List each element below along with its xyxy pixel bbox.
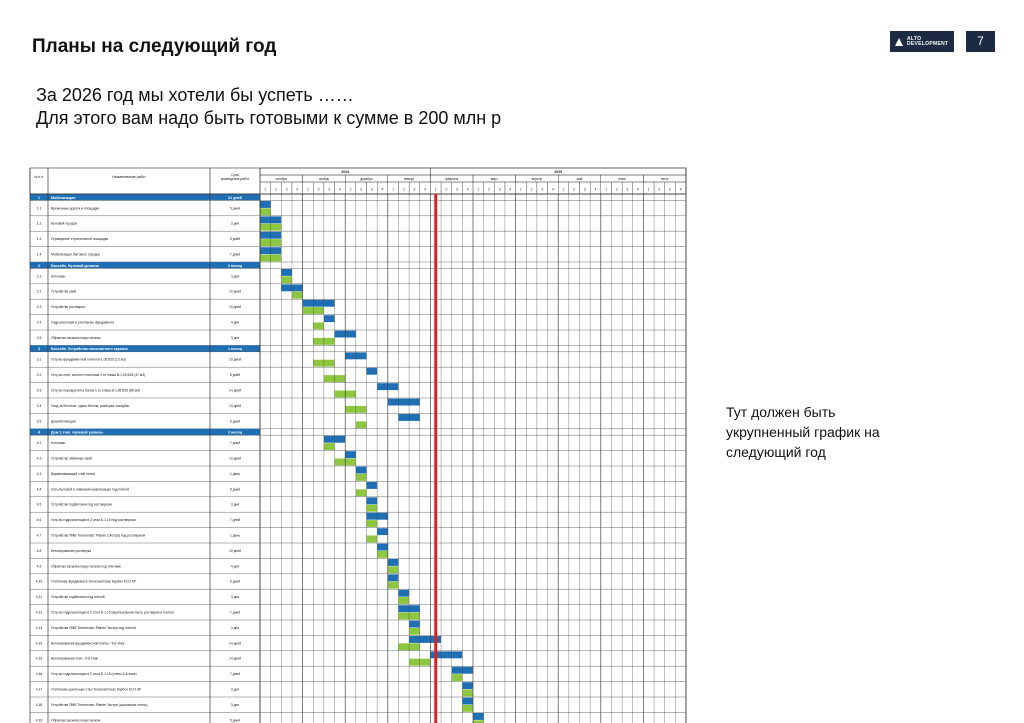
company-logo bbox=[890, 31, 954, 52]
task-duration: 5 дней bbox=[229, 237, 241, 242]
section-duration: 2 месяц bbox=[228, 430, 242, 435]
gantt-header-box bbox=[30, 168, 686, 194]
task-name: Устр-во фундаментной плиты В-1,05 В25 (13 м3) bbox=[51, 357, 126, 362]
header-week-label: 3 bbox=[669, 187, 671, 192]
task-duration: 1 день bbox=[229, 533, 241, 538]
task-name: Сеть бытовой и ливневой канализации под плитой bbox=[51, 487, 130, 492]
task-name: Утепление фундамента Техноэкоплекс Карбон ECO SP bbox=[51, 579, 137, 584]
task-num: 3.1 bbox=[36, 357, 42, 362]
task-duration: 3 дня bbox=[230, 702, 240, 707]
header-week-label: 4 bbox=[594, 187, 597, 192]
header-week-label: 4 bbox=[637, 187, 639, 192]
header-week-label: 2 bbox=[530, 187, 533, 192]
task-duration: 3 дня bbox=[230, 221, 240, 226]
header-month-label: февраль bbox=[445, 177, 459, 181]
fact-bar bbox=[452, 674, 463, 681]
plan-bar bbox=[324, 315, 335, 322]
fact-bar bbox=[388, 582, 399, 589]
task-duration: 7 дней bbox=[229, 441, 241, 446]
task-name: Временные дороги и площадки bbox=[51, 206, 100, 211]
task-duration: 14 дней bbox=[228, 641, 242, 646]
plan-bar bbox=[377, 528, 388, 535]
task-name: Бетонирование стен - 5-й этаж bbox=[51, 656, 98, 661]
header-name-label: Наименование работ bbox=[112, 175, 146, 179]
task-name: Бытовой городок bbox=[51, 221, 77, 226]
header-week-label: 1 bbox=[349, 187, 352, 192]
gantt-chart bbox=[30, 168, 686, 723]
task-name: Обратная засыпка пазух песком bbox=[51, 335, 101, 340]
section-num: 1 bbox=[38, 195, 40, 200]
task-name: Бетонирование ростверка bbox=[51, 548, 92, 553]
task-duration: 10 дней bbox=[228, 289, 242, 294]
task-duration: 7 дней bbox=[229, 252, 241, 257]
task-name: Устр-во гидроизоляции в 2 слоя Б-1,15 под ростверком bbox=[51, 518, 136, 523]
header-week-label: 2 bbox=[445, 187, 448, 192]
task-num: 4.9 bbox=[36, 564, 42, 569]
task-num: 1.1 bbox=[36, 206, 42, 211]
section-duration: 21 дней bbox=[228, 195, 242, 200]
task-name: Выравнивающий слой песка bbox=[51, 471, 95, 476]
task-duration: 7 дней bbox=[229, 610, 241, 615]
task-num: 4.3 bbox=[36, 471, 42, 476]
plan-bar bbox=[462, 682, 473, 689]
task-num: 4.15 bbox=[35, 656, 43, 661]
section-num: 2 bbox=[38, 263, 40, 268]
task-name: Устр-во перекрытия и балок 1-го этажа В-1,05 В25 (86 м3) bbox=[51, 388, 140, 393]
task-duration: 3 дня bbox=[230, 335, 240, 340]
plan-bar bbox=[303, 300, 335, 307]
task-num: 2.4 bbox=[36, 320, 42, 325]
header-duration-label: проведения работ bbox=[220, 177, 250, 181]
plan-bar bbox=[356, 467, 367, 474]
task-num: 4.8 bbox=[36, 548, 42, 553]
header-week-label: 4 bbox=[509, 187, 512, 192]
header-week-label: 2 bbox=[488, 187, 490, 192]
header-week-label: 3 bbox=[583, 187, 586, 192]
task-num: 4.7 bbox=[36, 533, 42, 538]
header-week-label: 1 bbox=[264, 187, 267, 192]
fact-bar bbox=[409, 628, 420, 635]
header-month-label: май bbox=[576, 177, 583, 181]
task-name: Обратная засыпка пазух песком под плитами bbox=[51, 564, 121, 569]
task-duration: 10 дней bbox=[228, 548, 242, 553]
plan-bar bbox=[388, 574, 399, 581]
fact-bar bbox=[367, 505, 378, 512]
header-week-label: 1 bbox=[520, 187, 522, 192]
task-duration: 10 дней bbox=[228, 456, 242, 461]
logo-mark-icon bbox=[895, 38, 903, 46]
task-name: Устройство свай bbox=[51, 289, 77, 294]
task-duration: 4 дня bbox=[230, 564, 240, 569]
task-name: Утепление цокольных стен Техноэкоплекс Карбон ECO SP bbox=[51, 687, 142, 692]
header-week-label: 2 bbox=[402, 187, 405, 192]
section-num: 4 bbox=[38, 430, 40, 435]
header-week-label: 2 bbox=[360, 187, 363, 192]
task-num: 4.13 bbox=[35, 625, 43, 630]
header-week-label: 4 bbox=[466, 187, 469, 192]
header-month-label: январь bbox=[403, 177, 415, 181]
plan-bar bbox=[398, 590, 409, 597]
header-week-label: 4 bbox=[381, 187, 384, 192]
header-month-label: апрель bbox=[531, 177, 543, 181]
task-num: 4.2 bbox=[36, 456, 42, 461]
header-week-label: 3 bbox=[541, 187, 544, 192]
task-num: 3.2 bbox=[36, 373, 42, 378]
plan-bar bbox=[367, 368, 378, 375]
header-month-label: июнь bbox=[618, 177, 626, 181]
task-duration: 8 дней bbox=[229, 373, 241, 378]
task-duration: 4 дня bbox=[230, 320, 240, 325]
task-num: 3.5 bbox=[36, 419, 42, 424]
plan-bar bbox=[409, 621, 420, 628]
task-name: Устройство ростверка bbox=[51, 305, 85, 310]
task-num: 4.6 bbox=[36, 518, 42, 523]
task-name: Котлован bbox=[51, 274, 66, 279]
task-duration: 5 дней bbox=[229, 206, 241, 211]
fact-bar bbox=[462, 690, 473, 697]
task-num: 4.18 bbox=[35, 702, 43, 707]
fact-bar bbox=[324, 443, 335, 450]
task-name: Устройство забивных свай bbox=[51, 456, 92, 461]
fact-bar bbox=[356, 474, 367, 481]
header-duration-label: Срок bbox=[231, 173, 239, 177]
fact-bar bbox=[356, 489, 367, 496]
header-week-label: 2 bbox=[317, 187, 320, 192]
fact-bar bbox=[313, 323, 324, 330]
header-week-label: 1 bbox=[307, 187, 309, 192]
logo-text: ALTO DEVELOPMENT bbox=[907, 35, 949, 47]
task-duration: 3 дня bbox=[230, 687, 240, 692]
fact-bar bbox=[292, 292, 303, 299]
fact-bar bbox=[260, 208, 271, 215]
slide-title: Планы на следующий год bbox=[32, 36, 277, 57]
fact-bar bbox=[388, 566, 399, 573]
section-name: Дом 1 этап. Нулевой уровень bbox=[51, 430, 104, 435]
task-num: 2.3 bbox=[36, 305, 42, 310]
header-week-label: 2 bbox=[658, 187, 661, 192]
task-duration: 14 дней bbox=[228, 388, 242, 393]
header-week-label: 4 bbox=[296, 187, 299, 192]
task-name: Демобилизация bbox=[51, 419, 76, 424]
task-duration: 5 дней bbox=[229, 579, 241, 584]
task-duration: 3 дня bbox=[230, 625, 240, 630]
task-duration: 5 дней bbox=[229, 487, 241, 492]
header-year-label: 2024 bbox=[341, 170, 349, 174]
task-num: 4.11 bbox=[35, 595, 43, 600]
fact-bar bbox=[462, 705, 473, 712]
plan-bar bbox=[260, 201, 271, 208]
header-num-label: № п.п. bbox=[34, 175, 44, 179]
task-duration: 14 дней bbox=[228, 656, 242, 661]
task-duration: 3 дня bbox=[230, 274, 240, 279]
header-month-label: март bbox=[490, 177, 498, 181]
header-week-label: 1 bbox=[392, 187, 395, 192]
task-num: 2.5 bbox=[36, 335, 42, 340]
task-num: 4.16 bbox=[35, 672, 43, 677]
task-name: Устройство ПМВ Техноэласт Planter Экстра (цокольные стены) bbox=[51, 702, 148, 707]
header-week-label: 3 bbox=[498, 187, 501, 192]
goal-line-2: Для этого вам надо быть готовыми к сумме в 200 млн р bbox=[36, 108, 502, 128]
header-week-label: 3 bbox=[370, 187, 373, 192]
task-duration: 10 дней bbox=[228, 305, 242, 310]
header-week-label: 1 bbox=[434, 187, 437, 192]
header-week-label: 2 bbox=[275, 187, 277, 192]
task-name: Устр-во гидроизоляции в 2 слоя Б-1,15 (стены 5-й этаж) bbox=[51, 672, 137, 677]
task-num: 4.5 bbox=[36, 502, 42, 507]
task-num: 4.12 bbox=[35, 610, 43, 615]
task-num: 4.17 bbox=[35, 687, 43, 692]
task-num: 3.4 bbox=[36, 403, 42, 408]
header-week-label: 3 bbox=[626, 187, 629, 192]
header-month-label: декабрь bbox=[360, 177, 373, 181]
task-name: Бетонирование фундаментной плиты - 5-й этаж bbox=[51, 641, 125, 646]
task-name: Ограждение строительной площадки bbox=[51, 237, 109, 242]
task-num: 4.19 bbox=[35, 718, 43, 723]
fact-bar bbox=[377, 551, 388, 558]
task-num: 1.4 bbox=[36, 252, 42, 257]
plan-bar bbox=[377, 544, 388, 551]
section-name: Бассейн. Нулевой уровень bbox=[51, 263, 100, 268]
task-num: 2.2 bbox=[36, 289, 42, 294]
task-name: Котлован bbox=[51, 441, 66, 446]
task-name: Устройство подбетонки под плитой bbox=[51, 595, 105, 600]
task-duration: 3 дня bbox=[230, 595, 240, 600]
plan-bar bbox=[388, 399, 420, 406]
header-week-label: 1 bbox=[647, 187, 650, 192]
header-week-label: 3 bbox=[413, 187, 416, 192]
gantt-svg bbox=[30, 168, 686, 723]
plan-bar bbox=[281, 269, 292, 276]
task-duration: 3 дня bbox=[230, 502, 240, 507]
header-week-label: 3 bbox=[285, 187, 288, 192]
task-duration: 5 дней bbox=[229, 718, 241, 723]
header-month-label: ноябрь bbox=[318, 177, 330, 181]
task-name: Устр-во стен, колонн и пилонов 1-го этажа В-1,05 В25 (47 м3) bbox=[51, 373, 146, 378]
header-week-label: 2 bbox=[573, 187, 576, 192]
fact-bar bbox=[367, 520, 378, 527]
section-duration: 1 месяц bbox=[228, 347, 242, 352]
plan-bar bbox=[473, 713, 484, 720]
header-month-label: октябрь bbox=[275, 177, 288, 181]
task-name: Обратная засыпка пазух песком bbox=[51, 718, 101, 723]
header-week-label: 4 bbox=[551, 187, 554, 192]
section-name: Бассейн. Устройство монолитного каркаса bbox=[51, 347, 128, 352]
page-number: 7 bbox=[966, 31, 995, 52]
task-duration: 10 дней bbox=[228, 403, 242, 408]
section-num: 3 bbox=[38, 347, 40, 352]
fact-bar bbox=[398, 597, 409, 604]
plan-bar bbox=[388, 559, 399, 566]
task-num: 4.14 bbox=[35, 641, 43, 646]
task-num: 1.3 bbox=[36, 237, 42, 242]
task-duration: 5 дней bbox=[229, 419, 241, 424]
plan-bar bbox=[367, 497, 378, 504]
task-name: Мобилизация бытового городка bbox=[51, 252, 100, 257]
schedule-note: Тут должен быть укрупненный график на следующий год bbox=[726, 404, 880, 460]
goal-text bbox=[36, 84, 501, 130]
plan-bar bbox=[345, 451, 356, 458]
header-week-label: 4 bbox=[424, 187, 426, 192]
header-week-label: 1 bbox=[477, 187, 480, 192]
section-name: Мобилизация bbox=[51, 195, 76, 200]
header-week-label: 1 bbox=[562, 187, 565, 192]
task-num: 2.1 bbox=[36, 274, 42, 279]
header-week-label: 4 bbox=[679, 187, 682, 192]
header-week-label: 3 bbox=[456, 187, 458, 192]
task-name: Устройство подбетонки под ростверком bbox=[51, 502, 112, 507]
task-num: 4.1 bbox=[36, 441, 42, 446]
fact-bar bbox=[281, 276, 292, 283]
fact-bar bbox=[367, 536, 378, 543]
task-name: Гидроизоляция и утепление фундамента bbox=[51, 320, 115, 325]
task-num: 4.10 bbox=[35, 579, 43, 584]
task-name: Устройство ПМВ Техноэласт Planter Экстра под плитой bbox=[51, 625, 136, 630]
goal-line-1: За 2026 год мы хотели бы успеть …… bbox=[36, 85, 354, 105]
task-duration: 10 дней bbox=[228, 357, 242, 362]
plan-bar bbox=[367, 482, 378, 489]
plan-bar bbox=[462, 698, 473, 705]
task-name: Уход за бетоном, сдача бетона, разборка опалубки bbox=[51, 403, 130, 408]
task-duration: 7 дней bbox=[229, 672, 241, 677]
task-name: Устр-во гидроизоляции в 2 слоя Б-1,15 (вертикальная часть ростверка и плиты) bbox=[51, 610, 174, 615]
task-name: Устройство ПМВ Техноэласт Planter (Экстра) под ростверком bbox=[51, 533, 146, 538]
fact-bar bbox=[356, 421, 367, 428]
section-duration: 2 месяц bbox=[228, 263, 242, 268]
header-month-label: июль bbox=[660, 177, 669, 181]
task-duration: 1 день bbox=[229, 471, 241, 476]
task-num: 4.4 bbox=[36, 487, 42, 492]
header-week-label: 2 bbox=[615, 187, 618, 192]
task-num: 3.3 bbox=[36, 388, 42, 393]
task-num: 1.2 bbox=[36, 221, 42, 226]
task-duration: 7 дней bbox=[229, 518, 241, 523]
header-week-label: 1 bbox=[605, 187, 608, 192]
header-year-label: 2025 bbox=[554, 170, 562, 174]
header-week-label: 3 bbox=[328, 187, 331, 192]
header-week-label: 4 bbox=[338, 187, 341, 192]
